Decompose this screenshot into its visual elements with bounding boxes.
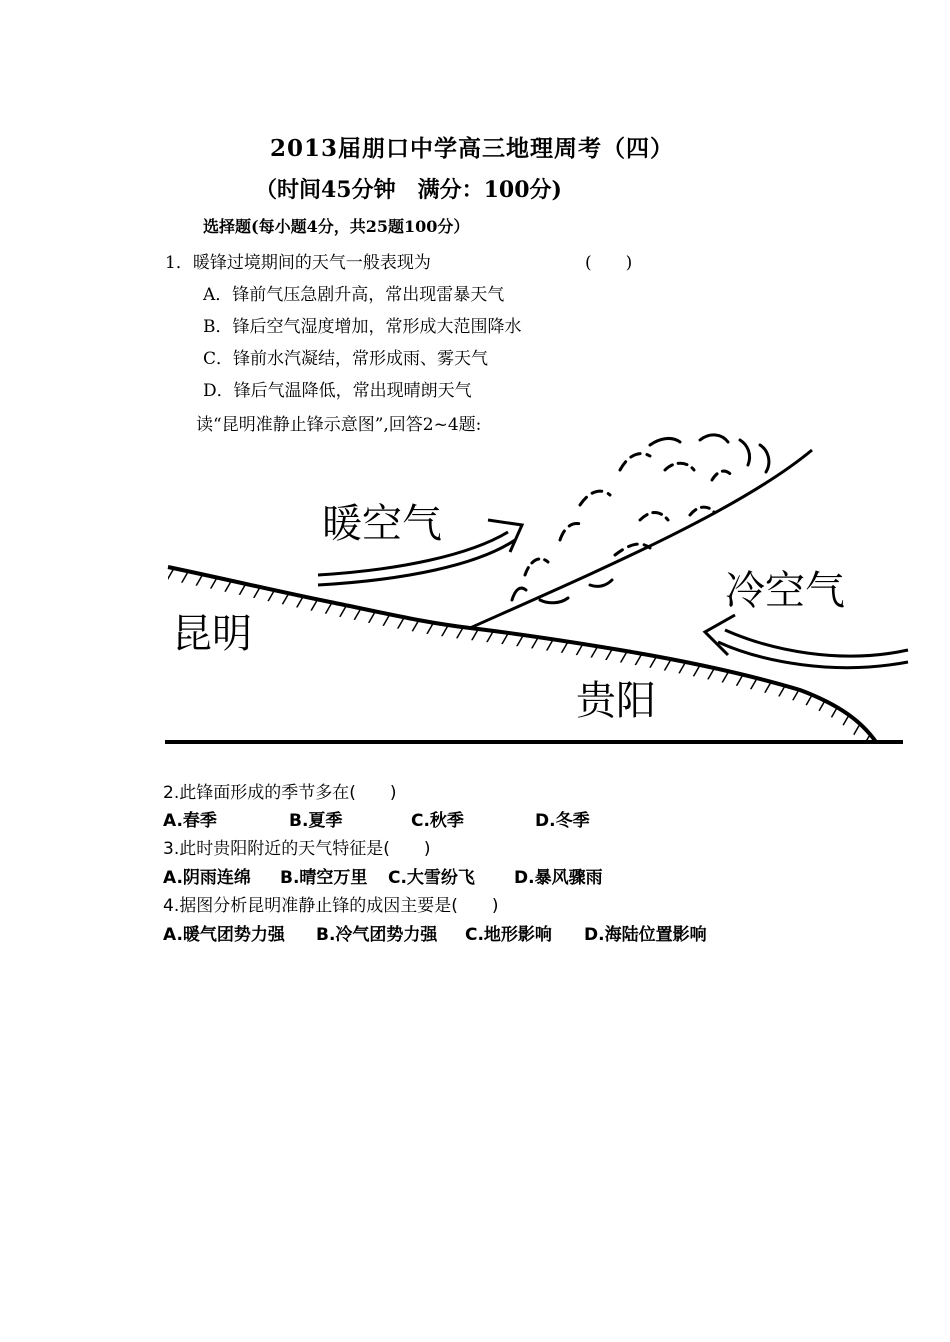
cold-air-arrow-icon [705,615,908,668]
question-4-stem: 4.据图分析昆明准静止锋的成因主要是( ) [163,896,499,916]
question-3-option-a: A.阴雨连绵 [163,868,251,888]
question-4-option-b: B.冷气团势力强 [316,925,438,945]
question-4-option-d: D.海陆位置影响 [584,925,707,945]
question-1-option-a: A．锋前气压急剧升高，常出现雷暴天气 [203,285,505,305]
question-3-option-d: D.暴风骤雨 [514,868,603,888]
reading-prompt: 读“昆明准静止锋示意图”,回答2~4题: [196,415,482,435]
section-heading: 选择题(每小题4分，共25题100分） [203,217,470,236]
cold-air-label: 冷空气 [725,568,845,614]
question-2-option-c: C.秋季 [411,811,464,831]
question-2-stem: 2.此锋面形成的季节多在( ) [163,783,397,803]
question-3-option-b: B.晴空万里 [280,868,368,888]
exam-info: （时间45分钟 满分：100分) [255,177,562,203]
question-1-stem: 1．暖锋过境期间的天气一般表现为 [165,253,431,273]
question-1-option-c: C．锋前水汽凝结，常形成雨、雾天气 [203,349,489,369]
kunming-label: 昆明 [172,611,252,657]
question-1-blank: ( ) [585,253,633,273]
question-1-option-b: B．锋后空气湿度增加，常形成大范围降水 [203,317,522,337]
warm-air-label: 暖空气 [322,501,442,547]
question-4-option-a: A.暖气团势力强 [163,925,285,945]
question-3-option-c: C.大雪纷飞 [388,868,475,888]
question-2-option-d: D.冬季 [535,811,590,831]
question-4-option-c: C.地形影响 [465,925,552,945]
guiyang-label: 贵阳 [576,678,656,724]
question-2-option-b: B.夏季 [289,811,343,831]
question-2-option-a: A.春季 [163,811,217,831]
page-title: 2013届朋口中学高三地理周考（四） [270,135,675,162]
question-3-stem: 3.此时贵阳附近的天气特征是( ) [163,839,431,859]
question-1-option-d: D．锋后气温降低，常出现晴朗天气 [203,381,472,401]
